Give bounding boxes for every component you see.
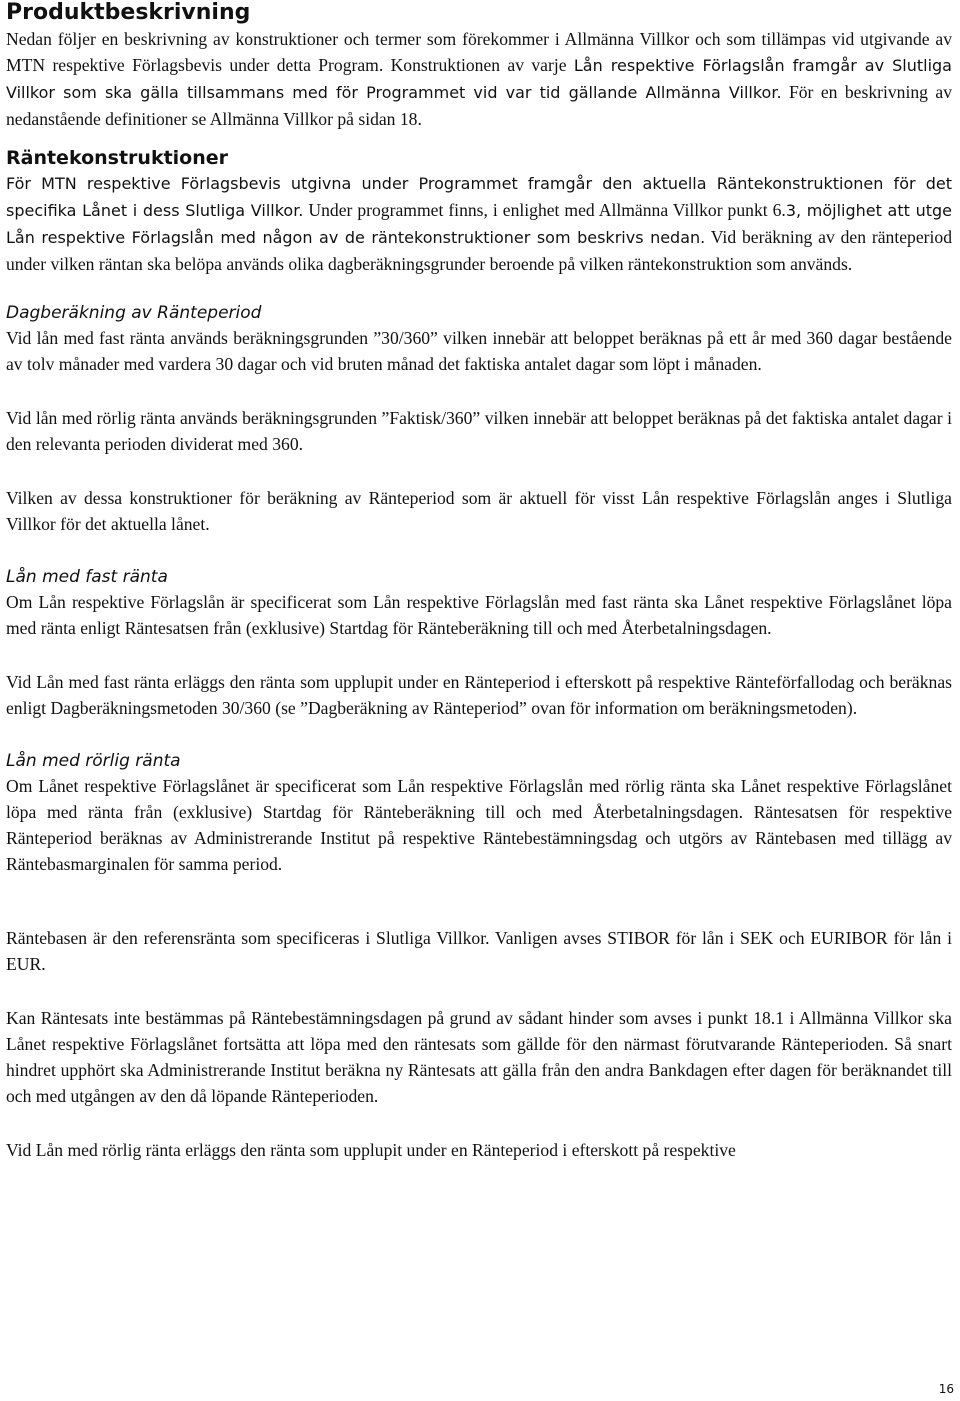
text-run: 3, möjlighet att utge Lån respektive Förlagslån med någon av de räntekonstruktioner som beskrivs nedan. bbox=[6, 201, 952, 247]
page-number: 16 bbox=[938, 1382, 954, 1396]
heading-dagberakning: Dagberäkning av Ränteperiod bbox=[6, 303, 262, 323]
heading-rantekonstruktioner: Räntekonstruktioner bbox=[6, 147, 229, 169]
heading-fast-ranta: Lån med fast ränta bbox=[6, 567, 168, 587]
paragraph-fast-ranta-2: Vid Lån med fast ränta erläggs den ränta som upplupit under en Ränteperiod i efterskott på respektive Ränteförfallodag och beräknas enligt Dagberäkningsmetoden 30/360 (se ”Dagberäkning av Ränteperiod” ovan för information om beräkningsmetoden). bbox=[6, 672, 952, 718]
heading-rorlig-ranta: Lån med rörlig ränta bbox=[6, 751, 181, 771]
text-run: För MTN respektive Förlagsbevis utgivna under Programmet framgår den aktuella Räntekonstruktionen för det specifika Lånet i dess Slutliga Villkor. bbox=[6, 174, 952, 220]
paragraph-rorlig-ranta-1: Om Lånet respektive Förlagslånet är specificerat som Lån respektive Förlagslån med rörlig ränta ska Lånet respektive Förlagslånet löpa med ränta från (exklusive) Startdag för Ränteberäkning till och med Återbetalningsdagen. Räntesatsen för respektive Ränteperiod beräknas av Administrerande Institut på respektive Räntebestämningsdag och utgörs av Räntebasen med tillägg av Räntebasmarginalen för samma period. bbox=[6, 776, 952, 874]
paragraph-rantekonstruktioner bbox=[6, 170, 952, 277]
text-run: Nedan följer en beskrivning av konstruktioner och termer som förekommer i Allmänna Villkor och som tillämpas vid utgivande av MTN respektive Förlagsbevis under detta Program. Konstruktionen av varje bbox=[6, 29, 952, 75]
heading-produktbeskrivning: Produktbeskrivning bbox=[6, 0, 251, 25]
text-run: Under programmet finns, i enlighet med Allmänna Villkor punkt 6. bbox=[303, 200, 786, 220]
paragraph-dagberakning-2: Vid lån med rörlig ränta används beräkningsgrunden ”Faktisk/360” vilken innebär att beloppet beräknas på det faktiska antalet dagar i den relevanta perioden dividerat med 360. bbox=[6, 408, 952, 454]
paragraph-produktbeskrivning bbox=[6, 26, 952, 132]
text-run: För en beskrivning av nedanstående definitioner se Allmänna Villkor på sidan 18. bbox=[6, 82, 952, 129]
paragraph-rorlig-ranta-4: Vid Lån med rörlig ränta erläggs den ränta som upplupit under en Ränteperiod i efterskott på respektive bbox=[6, 1140, 736, 1160]
paragraph-dagberakning-3: Vilken av dessa konstruktioner för beräkning av Ränteperiod som är aktuell för visst Lån respektive Förlagslån anges i Slutliga Villkor för det aktuella lånet. bbox=[6, 488, 952, 534]
document-page bbox=[6, 0, 952, 1163]
text-run: Vid beräkning av den ränteperiod under vilken räntan ska belöpa används olika dagberäkningsgrunder beroende på vilken räntekonstruktion som används. bbox=[6, 227, 952, 274]
paragraph-dagberakning-1: Vid lån med fast ränta används beräkningsgrunden ”30/360” vilken innebär att beloppet beräknas på ett år med 360 dagar bestående av tolv månader med vardera 30 dagar och vid bruten månad det faktiska antalet dagar som löpt i månaden. bbox=[6, 328, 952, 374]
text-run: Lån respektive Förlagslån framgår av Slutliga Villkor som ska gälla tillsammans med för Programmet vid var tid gällande Allmänna Villkor. bbox=[6, 56, 952, 102]
paragraph-rorlig-ranta-2: Räntebasen är den referensränta som specificeras i Slutliga Villkor. Vanligen avses STIBOR för lån i SEK och EURIBOR för lån i EUR. bbox=[6, 928, 952, 974]
paragraph-fast-ranta-1: Om Lån respektive Förlagslån är specificerat som Lån respektive Förlagslån med fast ränta ska Lånet respektive Förlagslånet löpa med ränta enligt Räntesatsen från (exklusive) Startdag för Ränteberäkning till och med Återbetalningsdagen. bbox=[6, 592, 952, 638]
paragraph-rorlig-ranta-3: Kan Räntesats inte bestämmas på Räntebestämningsdagen på grund av sådant hinder som avses i punkt 18.1 i Allmänna Villkor ska Lånet respektive Förlagslånet fortsätta att löpa med den räntesats som gällde för den närmast förutvarande Ränteperioden. Så snart hindret upphört ska Administrerande Institut beräkna ny Räntesats att gälla från den andra Bankdagen efter dagen för beräknandet till och med utgången av den då löpande Ränteperioden. bbox=[6, 1008, 952, 1106]
